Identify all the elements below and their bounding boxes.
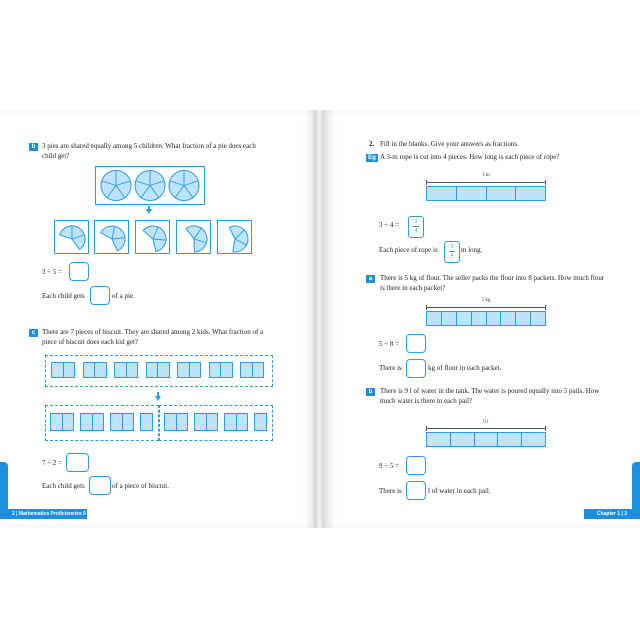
question-b-right-water-bar [426,432,546,447]
example-answer-suffix: m long. [461,246,483,254]
child-share-box [94,220,129,254]
left-page [0,110,318,528]
question-c-tag: c [29,329,38,337]
biscuit-half [62,413,75,431]
answer-box-a-sentence[interactable] [406,359,426,378]
question-c-answer-suffix: of a piece of biscuit. [112,482,169,490]
fraction-bar [449,251,455,252]
child-share-box [135,220,170,254]
biscuit-half [252,362,265,378]
page-footer-left: 2 | Mathematics Proficiencies 5 [0,509,87,519]
biscuit-half [94,362,107,378]
answer-box-b-sentence[interactable] [90,286,110,305]
page-footer-right: Chapter 1 | 3 [584,509,640,519]
example-dimension-label: 3 m [482,173,490,178]
question-b-right-equation: 9 ÷ 5 = [379,462,400,470]
answer-box-b-equation[interactable] [69,262,89,281]
answer-box-b-right-sentence[interactable] [406,481,426,500]
child-share-box [217,220,252,254]
question-a-text-line2: is there in each packet? [380,284,446,292]
whole-pies-frame [95,166,205,205]
pie-fragment-icon [95,221,128,253]
question-b-right-tag: b [366,388,375,396]
biscuit-half [254,413,267,431]
question-a-dimension-line [426,307,546,308]
question-a-tag: a [366,275,375,283]
open-textbook [0,110,640,530]
example-fraction-answer-2 [444,241,460,263]
question-c-text-line1: There are 7 pieces of biscuit. They are shared among 2 kids. What fraction of a [42,328,264,336]
pie-fragment-icon [218,221,251,253]
example-fraction-answer [408,216,424,238]
biscuit-half [92,413,105,431]
fraction-numerator: 3 [414,219,418,225]
biscuit-half [122,413,135,431]
child-share-box [54,220,89,254]
fraction-numerator: 3 [450,244,454,250]
example-question: A 3-m rope is cut into 4 pieces. How long is each piece of rope? [380,153,560,161]
question-b-answer-suffix: of a pie. [112,292,135,300]
biscuit-half [140,413,153,431]
example-dimension-line [426,182,546,183]
pie-fragment-icon [177,221,210,253]
question-a-dimension-label: 5 kg [481,298,491,303]
pie-fragment-icon [136,221,169,253]
question-a-text-line1: There is 5 kg of flour. The seller packs the flour into 8 packets. How much flour [380,274,605,282]
question-c-text-line2: piece of biscuit does each kid get? [42,338,139,346]
biscuit-half [220,362,233,378]
biscuit-half [236,413,249,431]
child-share-box [176,220,211,254]
biscuit-half [206,413,219,431]
biscuit-half [126,362,139,378]
right-page [322,110,640,528]
question-b-right-text-line2: much water is there in each pail? [380,397,473,405]
whole-pies-illustration [96,167,204,204]
question-a-answer-suffix: kg of flour in each packet. [428,364,502,372]
example-equation: 3 ÷ 4 = [379,221,400,229]
example-tag: Eg [366,154,378,162]
question-b-right-dimension-label: 9 l [483,420,489,425]
biscuit-half [157,362,170,378]
answer-box-c-equation[interactable] [66,453,89,472]
fraction-denominator: 4 [414,228,418,234]
question-b-equation: 3 ÷ 5 = [42,268,63,276]
answer-box-a-equation[interactable] [406,334,426,353]
question-a-answer-prefix: There is [379,364,402,372]
question-b-text-line1: 3 pies are shared equally among 5 children. What fraction of a pie does each [42,142,256,150]
down-arrow-icon [146,209,152,214]
question-c-answer-prefix: Each child gets [42,482,85,490]
question-b-right-answer-suffix: l of water in each pail. [428,487,491,495]
biscuit-half [63,362,76,378]
question-b-right-dimension-line [426,428,546,429]
question-2-number: 2. [369,140,375,148]
question-c-equation: 7 ÷ 2 = [42,459,63,467]
answer-box-b-right-equation[interactable] [406,456,426,475]
question-b-text-line2: child get? [42,152,70,160]
question-b-right-answer-prefix: There is [379,487,402,495]
down-arrow-icon [155,396,161,401]
question-a-equation: 5 ÷ 8 = [379,340,400,348]
example-rope-bar [426,186,546,201]
question-b-tag: b [29,143,38,151]
fraction-denominator: 4 [450,253,454,259]
biscuit-half [176,413,189,431]
question-a-flour-bar [426,311,546,326]
answer-box-c-sentence[interactable] [89,476,111,495]
question-b-answer-prefix: Each child gets [42,292,85,300]
fraction-bar [413,226,419,227]
biscuit-half [189,362,202,378]
pie-fragment-icon [55,221,88,253]
question-b-right-text-line1: There is 9 l of water in the tank. The water is poured equally into 5 pails. How [380,387,600,395]
example-answer-prefix: Each piece of rope is [379,246,438,254]
question-2-instructions: Fill in the blanks. Give your answers as fractions. [380,140,519,148]
